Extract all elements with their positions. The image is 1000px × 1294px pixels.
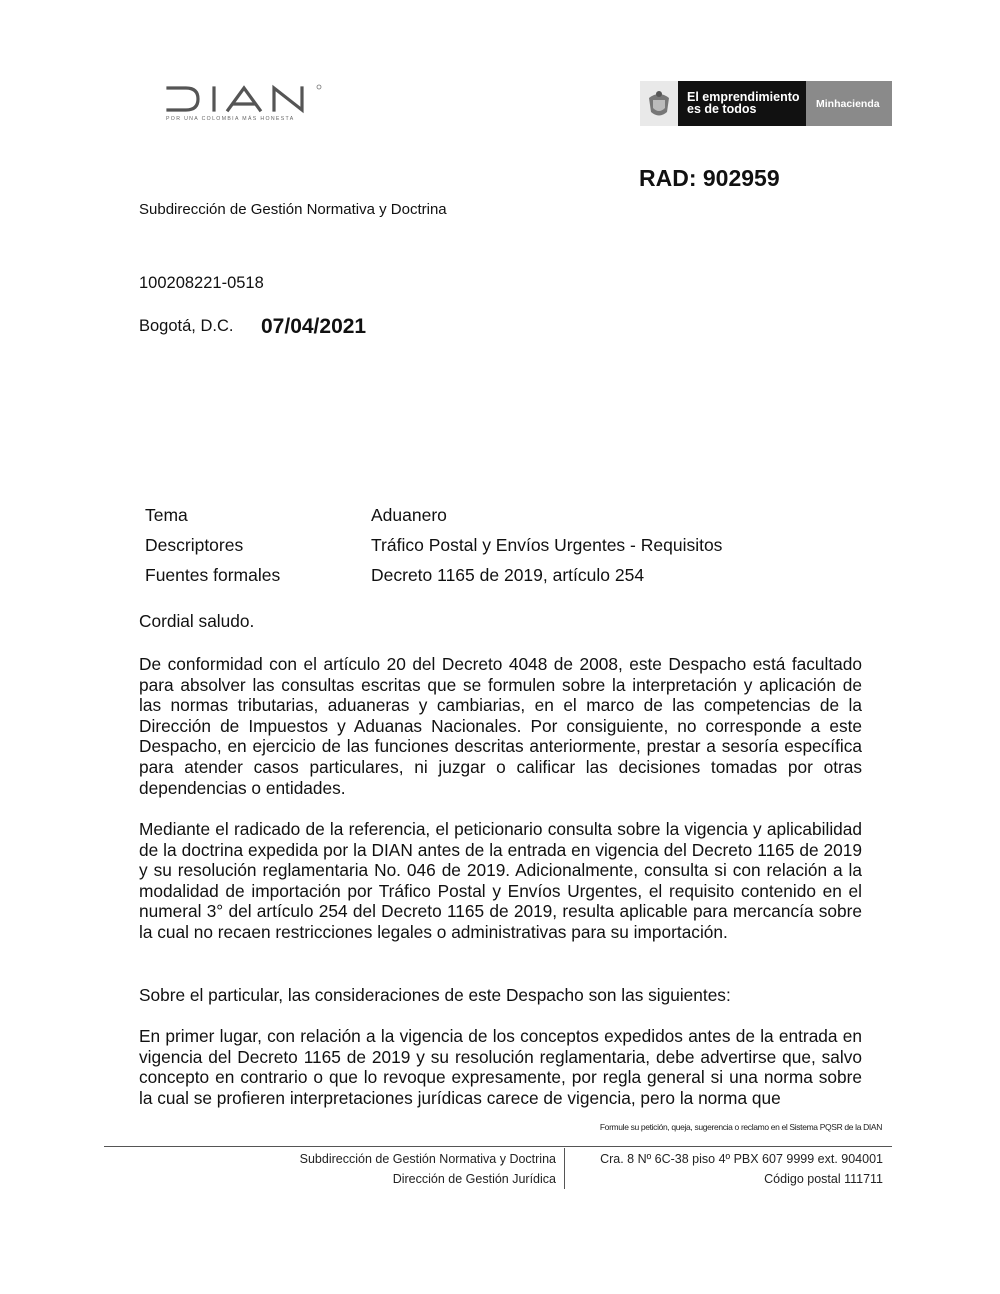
table-row: [145, 535, 722, 565]
meta-label: Tema: [145, 505, 188, 525]
footer-office-line: Dirección de Gestión Jurídica: [392, 1172, 556, 1186]
body-paragraph: Sobre el particular, las consideraciones de este Despacho son las siguientes:: [139, 985, 731, 1005]
banner-slogan: El emprendimiento es de todos: [678, 81, 806, 126]
body-paragraph: De conformidad con el artículo 20 del Decreto 4048 de 2008, este Despacho está facultado para absolver las consultas escritas que se formulen sobre la interpretación y aplicación de las normas tributarias, aduaneras y cambiarias, en el marco de las competencias de la Dirección de Impuestos y Aduanas Nacionales. Por consiguiente, no corresponde a este Despacho, en ejercicio de las funciones descritas anteriormente, prestar a sesoría específica para atender casos particulares, ni juzgar o calificar las decisiones tomadas por otras dependencias o entidades.: [139, 654, 862, 798]
table-row: [145, 565, 722, 595]
meta-label: Descriptores: [145, 535, 244, 555]
dian-tagline: POR UNA COLOMBIA MÁS HONESTA: [166, 116, 295, 122]
footer-office: [250, 1149, 556, 1189]
meta-value: Decreto 1165 de 2019, artículo 254: [371, 565, 645, 585]
dian-logo: [164, 82, 324, 130]
footer-postal-code: Código postal 111711: [764, 1172, 883, 1186]
coat-of-arms-icon: [640, 81, 678, 126]
footer-vertical-divider: [564, 1148, 565, 1189]
table-row: [145, 505, 722, 535]
reference-number: 100208221-0518: [139, 274, 264, 292]
city: Bogotá, D.C.: [139, 317, 234, 335]
body-paragraph: En primer lugar, con relación a la vigencia de los conceptos expedidos antes de la entrada en vigencia del Decreto 1165 de 2019 y su resolución reglamentaria, debe advertirse que, salvo concepto en contrario o que lo revoque expresamente, por regla general si una norma sobre la cual se profieren interpretaciones jurídicas carece de vigencia, pero la norma que: [139, 1026, 862, 1108]
document-date: 07/04/2021: [261, 315, 367, 338]
banner-ministry: Minhacienda: [806, 81, 892, 126]
footer-address: [570, 1149, 883, 1189]
footer-office-line: Subdirección de Gestión Normativa y Doctrina: [299, 1152, 556, 1166]
body-paragraph: Mediante el radicado de la referencia, el peticionario consulta sobre la vigencia y aplicabilidad de la doctrina expedida por la DIAN antes de la entrada en vigencia del Decreto 1165 de 2019 y su resolución reglamentaria No. 046 de 2019. Adicionalmente, consulta si con relación a la modalidad de importación por Tráfico Postal y Envíos Urgentes, el requisito contenido en el numeral 3° del artículo 254 del Decreto 1165 de 2019, resulta aplicable para mercancía sobre la cual no recaen restricciones legales o administrativas para su importación.: [139, 819, 862, 942]
government-banner: [640, 81, 892, 126]
meta-label: Fuentes formales: [145, 565, 281, 585]
subject-table: [145, 505, 722, 595]
greeting: Cordial saludo.: [139, 611, 255, 631]
dian-logo-mark: [164, 82, 324, 116]
footer-address-line: Cra. 8 Nº 6C-38 piso 4º PBX 607 9999 ext. 904001: [600, 1152, 883, 1166]
pqr-note: Formule su petición, queja, sugerencia o reclamo en el Sistema PQSR de la DIAN: [599, 1122, 882, 1132]
meta-value: Tráfico Postal y Envíos Urgentes - Requisitos: [371, 535, 723, 555]
rad-number: RAD: 902959: [639, 165, 780, 191]
footer-divider-line: [104, 1146, 892, 1147]
meta-value: Aduanero: [371, 505, 447, 525]
subdireccion-heading: Subdirección de Gestión Normativa y Doctrina: [139, 201, 447, 218]
